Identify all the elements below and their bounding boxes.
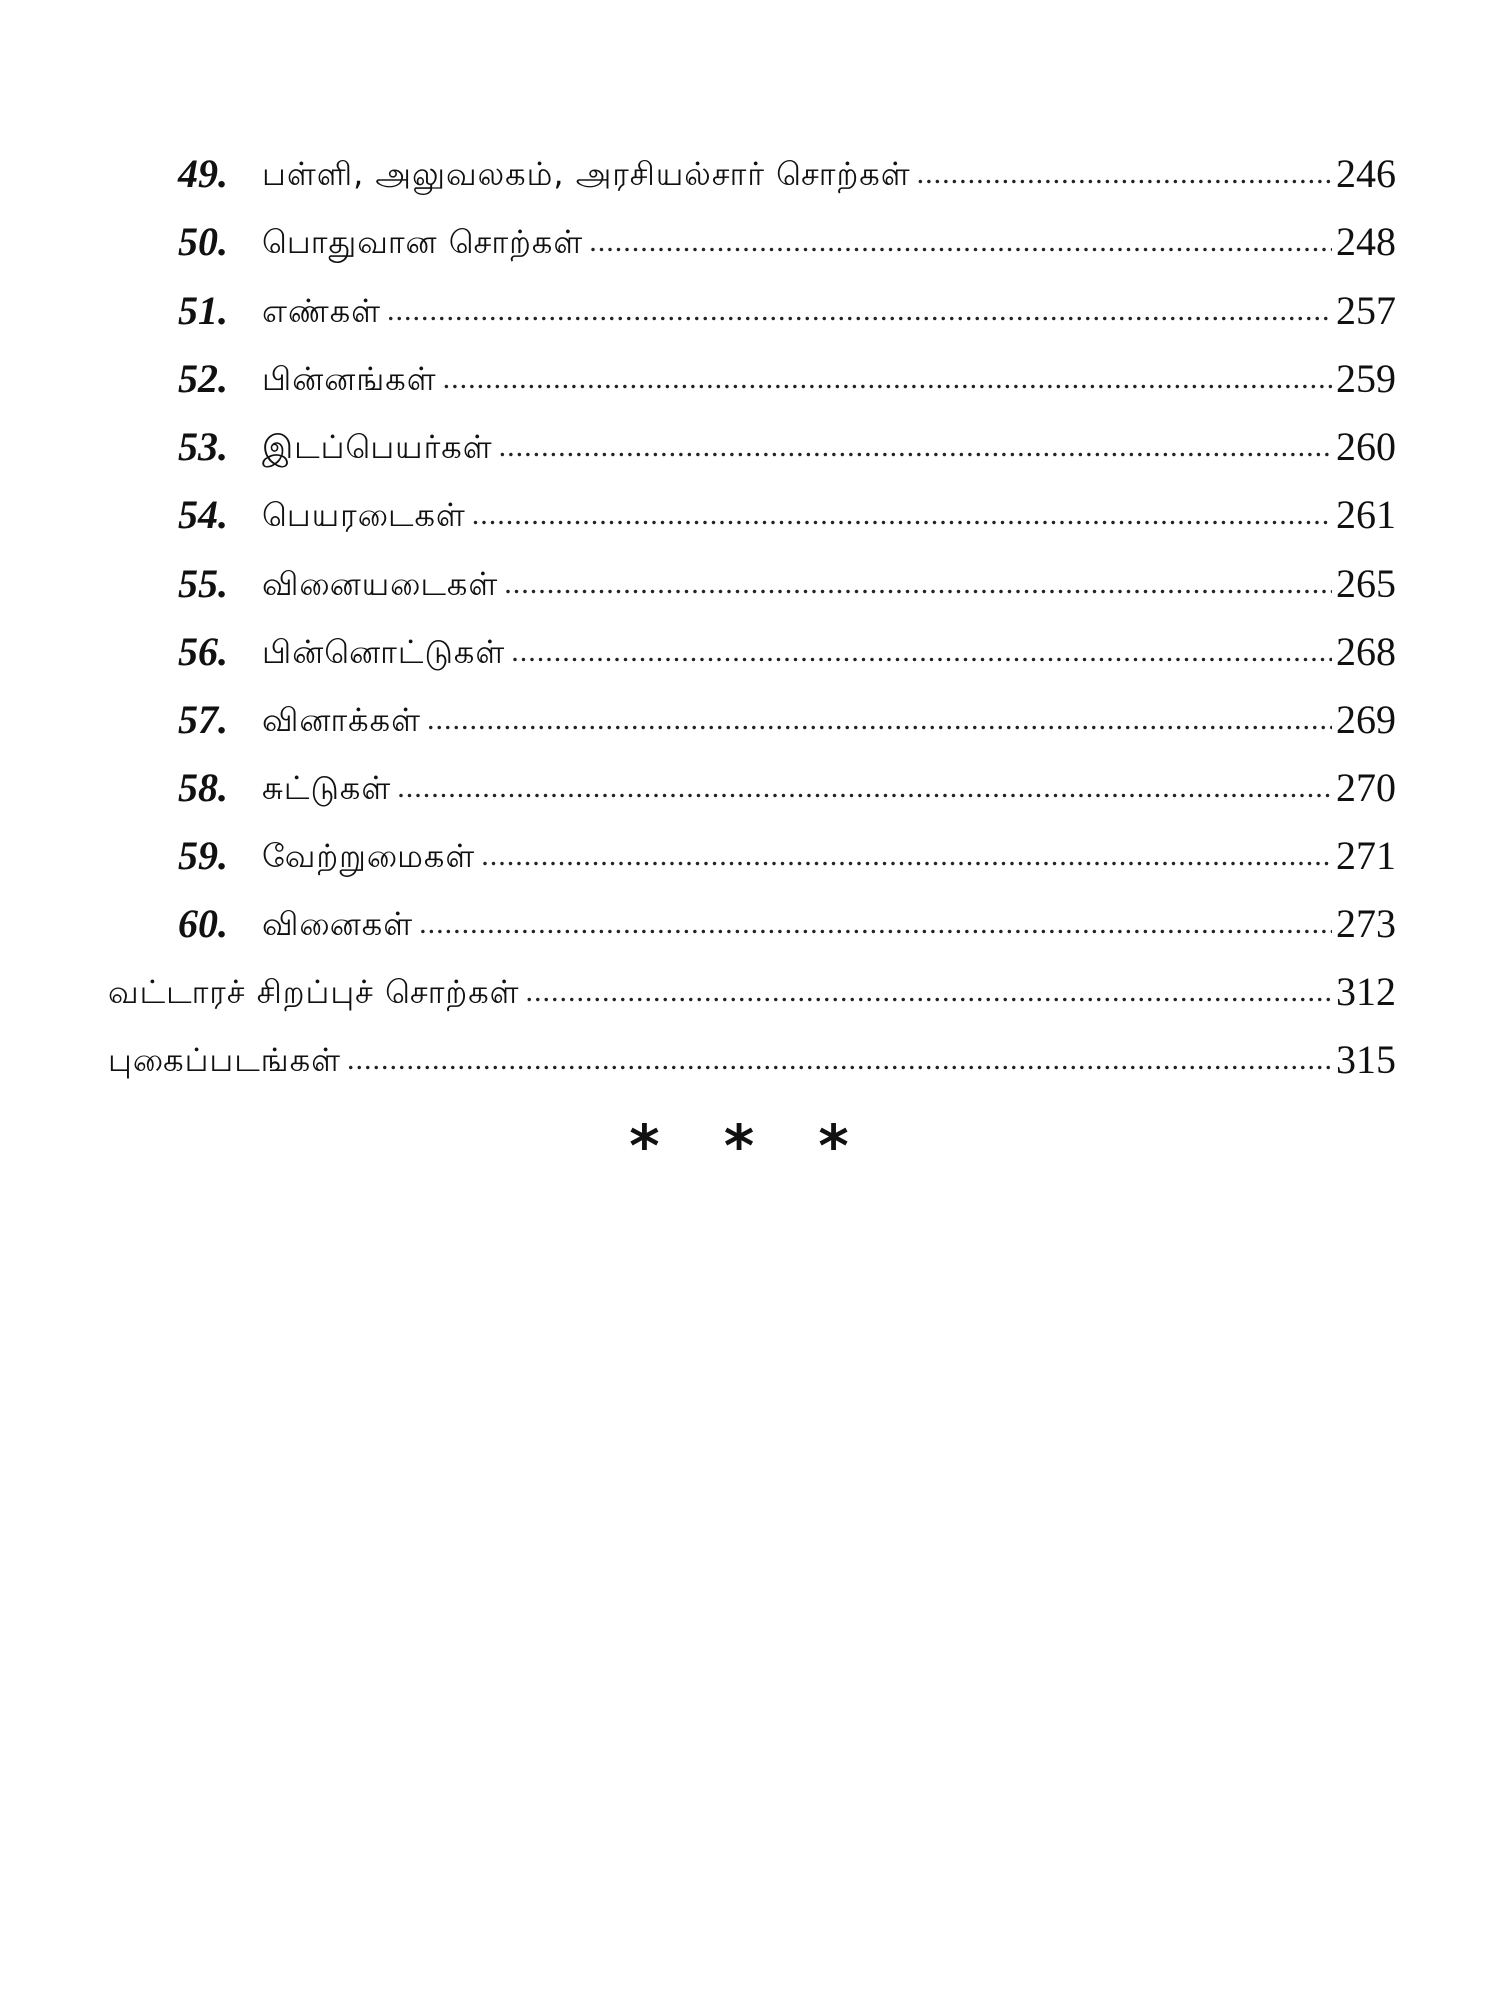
dot-leader — [427, 696, 1332, 744]
entry-title: புகைப்படங்கள் — [108, 1041, 342, 1079]
entry-title: வினாக்கள் — [262, 701, 421, 739]
entry-page-number: 269 — [1336, 697, 1396, 742]
toc-entry — [178, 210, 1396, 266]
entry-number: 53. — [178, 424, 228, 469]
toc-entry — [178, 142, 1396, 198]
dot-leader — [589, 218, 1332, 266]
entry-page-number: 268 — [1336, 629, 1396, 674]
entry-number: 57. — [178, 697, 228, 742]
entry-number: 59. — [178, 833, 228, 878]
toc-entry — [178, 824, 1396, 880]
toc-entry — [178, 347, 1396, 403]
toc-entry — [178, 892, 1396, 948]
toc-entry — [178, 279, 1396, 335]
entry-page-number: 273 — [1336, 901, 1396, 946]
entry-title: பின்னங்கள் — [262, 360, 437, 398]
entry-title: பின்னொட்டுகள் — [262, 633, 506, 671]
entry-number: 58. — [178, 765, 228, 810]
entry-number: 50. — [178, 219, 228, 264]
toc-entry — [178, 688, 1396, 744]
toc-entry — [178, 620, 1396, 676]
dot-leader — [504, 560, 1332, 608]
entry-number: 52. — [178, 356, 228, 401]
entry-title: சுட்டுகள் — [262, 769, 392, 807]
entry-number: 51. — [178, 288, 228, 333]
entry-page-number: 270 — [1336, 765, 1396, 810]
dot-leader — [397, 764, 1332, 812]
dot-leader — [387, 287, 1332, 335]
entry-number: 49. — [178, 151, 228, 196]
entry-page-number: 265 — [1336, 561, 1396, 606]
section-end-ornament: * * * — [629, 1112, 871, 1180]
dot-leader — [511, 628, 1332, 676]
dot-leader — [481, 832, 1332, 880]
dot-leader — [419, 900, 1332, 948]
entry-title: வினைகள் — [262, 905, 414, 943]
entry-title: பள்ளி, அலுவலகம், அரசியல்சார் சொற்கள் — [262, 155, 911, 193]
toc-entry — [178, 756, 1396, 812]
toc-entry — [108, 1028, 1396, 1084]
entry-title: பொதுவான சொற்கள் — [262, 223, 584, 261]
dot-leader — [526, 968, 1332, 1016]
entry-number: 56. — [178, 629, 228, 674]
entry-number: 60. — [178, 901, 228, 946]
toc-entry — [178, 483, 1396, 539]
entry-page-number: 259 — [1336, 356, 1396, 401]
entry-page-number: 246 — [1336, 151, 1396, 196]
entry-page-number: 248 — [1336, 219, 1396, 264]
entry-number: 54. — [178, 492, 228, 537]
dot-leader — [499, 423, 1332, 471]
dot-leader — [347, 1036, 1332, 1084]
toc-entry — [178, 415, 1396, 471]
entry-title: எண்கள் — [262, 292, 382, 330]
entry-title: இடப்பெயர்கள் — [262, 428, 493, 466]
entry-page-number: 271 — [1336, 833, 1396, 878]
entry-page-number: 312 — [1336, 969, 1396, 1014]
dot-leader — [443, 355, 1332, 403]
entry-page-number: 261 — [1336, 492, 1396, 537]
entry-page-number: 257 — [1336, 288, 1396, 333]
entry-title: வட்டாரச் சிறப்புச் சொற்கள் — [108, 973, 520, 1011]
dot-leader — [472, 491, 1332, 539]
toc-entry — [178, 552, 1396, 608]
dot-leader — [917, 150, 1332, 198]
entry-page-number: 315 — [1336, 1037, 1396, 1082]
entry-title: பெயரடைகள் — [262, 496, 466, 534]
toc-entry — [108, 960, 1396, 1016]
entry-number: 55. — [178, 561, 228, 606]
entry-page-number: 260 — [1336, 424, 1396, 469]
entry-title: வேற்றுமைகள் — [262, 837, 476, 875]
entry-title: வினையடைகள் — [262, 565, 499, 603]
